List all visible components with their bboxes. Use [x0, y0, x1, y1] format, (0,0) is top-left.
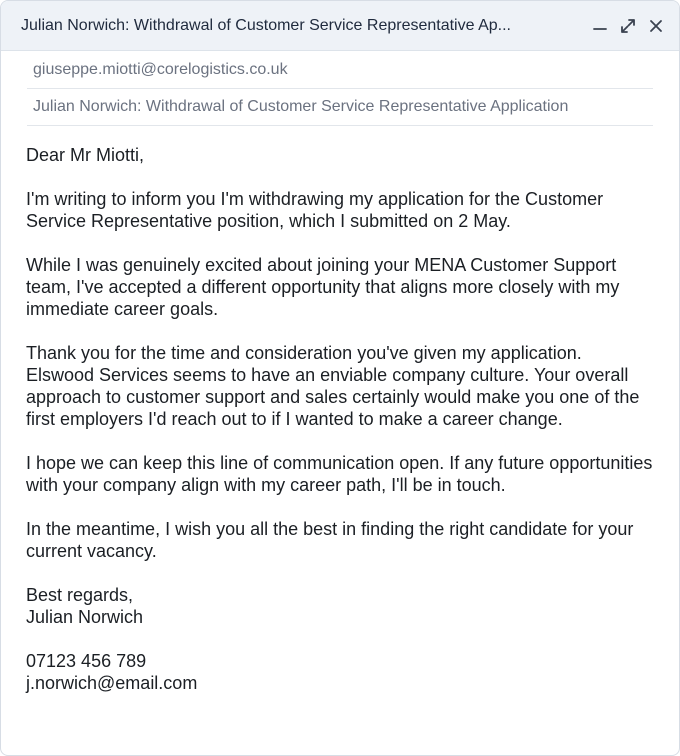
paragraph-4: I hope we can keep this line of communication open. If any future opportunities with your company align with my career path, I'll be in touch.	[26, 453, 653, 495]
window-controls	[589, 15, 667, 37]
signature-name: Julian Norwich	[26, 607, 144, 627]
message-body[interactable]	[1, 126, 679, 694]
closing: Best regards,	[26, 585, 134, 605]
to-field[interactable]	[27, 61, 653, 79]
close-button[interactable]	[645, 15, 667, 37]
expand-button[interactable]	[617, 15, 639, 37]
subject-field[interactable]	[27, 98, 653, 116]
minimize-button[interactable]	[589, 15, 611, 37]
paragraph-3: Thank you for the time and consideration you've given my application. Elswood Services seems to have an enviable company culture. Your overall approach to customer support and sales certainly would make you one of the first employers I'd reach out to if I wanted to make a career change.	[26, 343, 640, 429]
window-title: Julian Norwich: Withdrawal of Customer Service Representative Ap...	[21, 16, 511, 34]
paragraph-2: While I was genuinely excited about joining your MENA Customer Support team, I've accepted a different opportunity that aligns more closely with my immediate career goals.	[26, 255, 620, 319]
greeting: Dear Mr Miotti,	[26, 145, 145, 165]
to-field-row	[27, 51, 653, 89]
signature-phone: 07123 456 789	[26, 651, 147, 671]
minimize-icon	[593, 19, 607, 33]
signature-email: j.norwich@email.com	[26, 673, 198, 693]
close-icon	[649, 19, 663, 33]
expand-icon	[620, 18, 636, 34]
paragraph-1: I'm writing to inform you I'm withdrawing my application for the Customer Service Representative position, which I submitted on 2 May.	[26, 189, 604, 231]
paragraph-5: In the meantime, I wish you all the best in finding the right candidate for your current vacancy.	[26, 519, 634, 561]
title-bar	[1, 1, 679, 51]
subject-field-row	[27, 89, 653, 126]
